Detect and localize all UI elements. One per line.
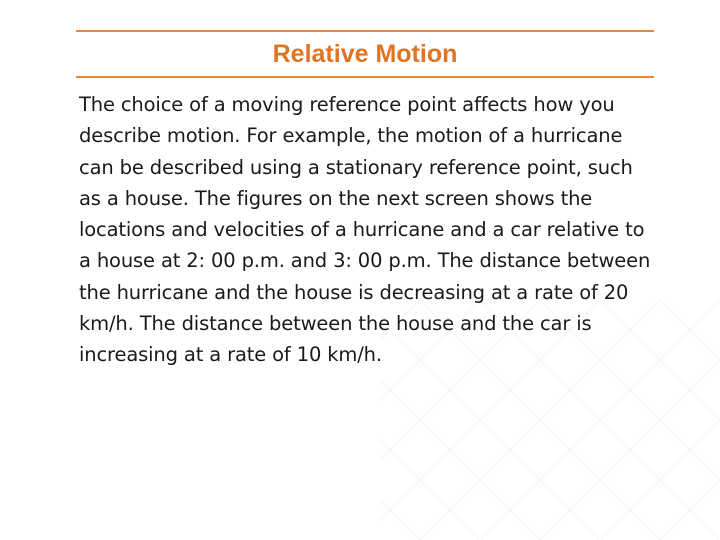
title-top-rule [76, 30, 654, 32]
title-bottom-rule [76, 76, 654, 78]
slide-title: Relative Motion [272, 40, 458, 68]
slide-body-text: The choice of a moving reference point affects how you describe motion. For example, the motion of a hurricane can be described using a stationary reference point, such as a house. The figures on the next screen shows the locations and velocities of a hurricane and a car relative to a house at 2: 00 p.m. and 3: 00 p.m. The distance between the hurricane and the house is decreasing at a rate of 20 km/h. The distance between the house and the car is increasing at a rate of 10 km/h. [79, 93, 651, 367]
